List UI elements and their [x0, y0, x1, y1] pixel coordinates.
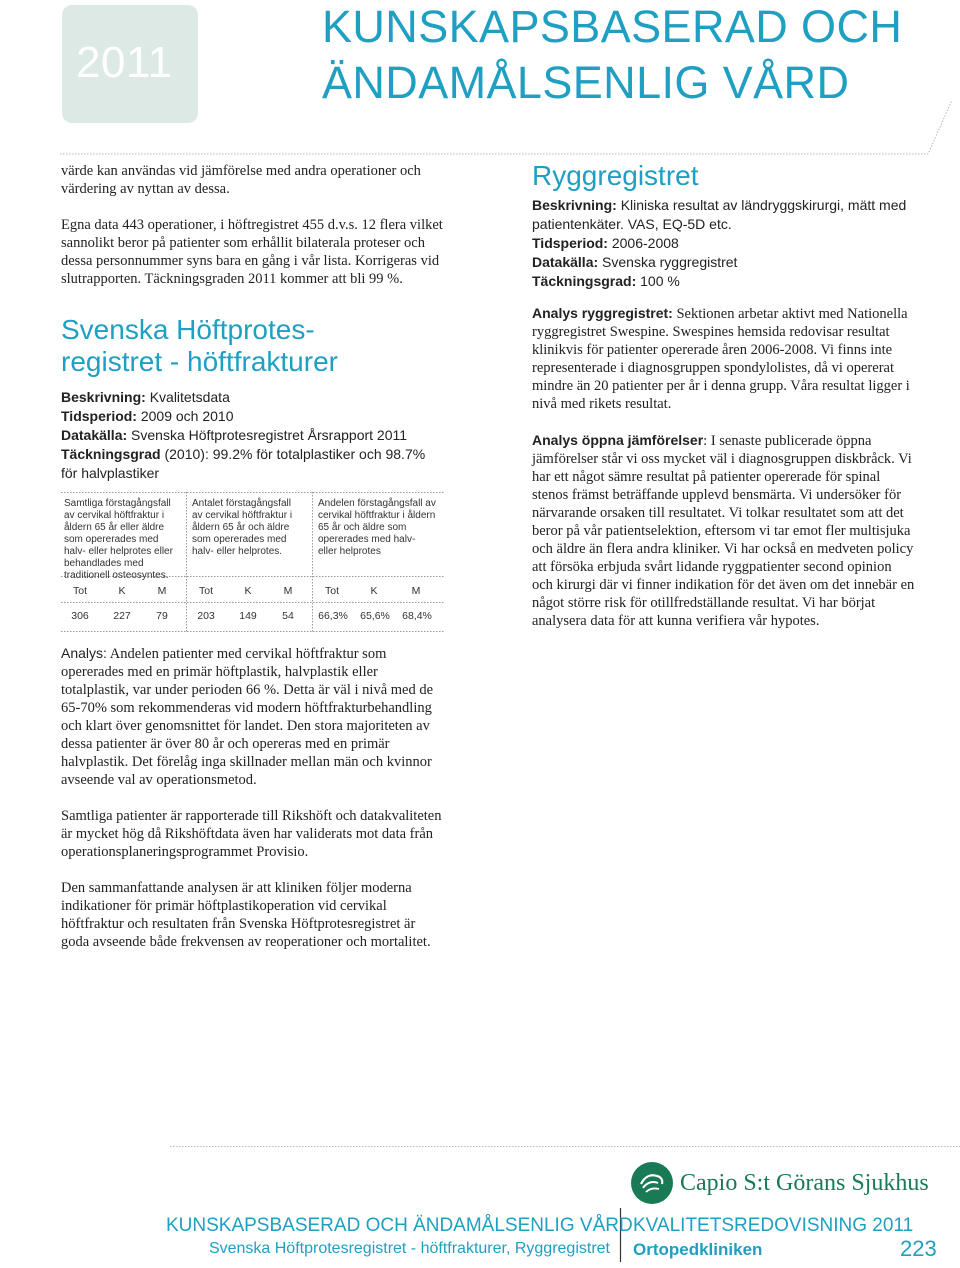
hip-analysis-paragraph-3: Den sammanfattande analysen är att kliniken följer moderna indikationer för primär höftplastikoperation vid cervikal höftfraktur och resultaten från Svenska Höftprotesregistret är goda avseende både frekvensen av reoperationer och mortalitet.: [61, 880, 431, 950]
rygg-tidsperiod-label: Tidsperiod:: [532, 235, 608, 251]
hip-table-value: 68,4%: [402, 610, 432, 622]
hip-table-value: 203: [197, 610, 215, 622]
hip-table-header: M: [157, 585, 167, 597]
hip-heading-line1: Svenska Höftprotes-: [61, 314, 315, 345]
rygg-analysis-text-1: Sektionen arbetar aktivt med Nationella ryggregistret Swespine. Swespines hemsida redovisar resultat klinikvis för patienter opererade åren 2006-2008. Vi finns inte representerade i diagnosgruppen spondylolistes, då vi opererat mindre än 20 patienter per år i denna grupp. Våra resultat ligger i nivå med rikets resultat.: [532, 306, 910, 412]
rygg-beskrivning-label: Beskrivning:: [532, 197, 617, 213]
footer-left-title: KUNSKAPSBASERAD OCH ÄNDAMÅLSENLIG VÅRD: [166, 1215, 633, 1236]
hip-table-value-row: [61, 610, 445, 626]
footer-left-subtitle: Svenska Höftprotesregistret - höftfrakturer, Ryggregistret: [208, 1240, 610, 1257]
hip-table-value: 79: [156, 610, 168, 622]
footer-clinic-name: Ortopedkliniken: [633, 1240, 763, 1259]
hip-table-desc-2: Antalet förstagångsfall av cervikal höftfraktur i åldern 65 år och äldre som opererades med halv- eller helprotes.: [192, 498, 293, 557]
hip-tackning-value: (2010): 99.2% för totalplastiker och 98.7%: [160, 446, 426, 462]
hip-meta: [61, 388, 451, 483]
header-divider: [0, 0, 960, 160]
hip-beskrivning-label: Beskrivning:: [61, 389, 146, 405]
rygg-analysis-text-2: : I senaste publicerade öppna jämförelser står vi oss mycket väl i diagnosgruppen diskbråck. Vi har ett något sämre resultat på patienter opererade för spinal stenos främst beträffande upplevd bensmärta. Vi undersöker för närvarande orsaken till resultatet. Vi tolkar resultatet som att det beror på vår patientselektion, eftersom vi tar emot fler multisjuka och äldre än flera andra kliniker. Vi har också en medveten policy att försöka erbjuda svårt lidande ryggpatienter second opinion och kirurgi där vi finner indikation för det även om det innebär en något större risk för otillfredställande resultat. Vi har börjat analysera data för att kunna verifiera vår hypotes.: [532, 433, 915, 629]
capio-logo-text: Capio S:t Görans Sjukhus: [680, 1170, 929, 1196]
hip-analysis-paragraph-1: [61, 644, 444, 789]
hip-table-header: K: [118, 585, 126, 597]
hip-section-heading: [61, 314, 461, 378]
hip-table-desc-3: Andelen förstagångsfall av cervikal höftfraktur i åldern 65 år och äldre som opererades med halv- eller helprotes: [318, 498, 436, 557]
hip-table-value: 66,3%: [318, 610, 348, 622]
hip-table-value: 149: [239, 610, 257, 622]
rygg-analysis: [532, 304, 915, 630]
intro-paragraph-2: Egna data 443 operationer, i höftregistret 455 d.v.s. 12 flera vilket sannolikt beror på patienter som erhållit bilaterala proteser och dessa personnummer syns bara en gång i vår lista. Korrigeras vid slutrapporten. Täckningsgraden 2011 kommer att bli 99 %.: [61, 217, 443, 287]
hip-table-header: K: [244, 585, 252, 597]
page-number: 223: [900, 1236, 937, 1261]
hip-tackning-label: Täckningsgrad: [61, 446, 161, 462]
hip-table-header: M: [283, 585, 293, 597]
hip-table-header: Tot: [324, 585, 339, 597]
hip-table-value: 227: [113, 610, 131, 622]
hip-datakalla-label: Datakälla:: [61, 427, 128, 443]
hip-table-header: M: [411, 585, 421, 597]
year-label: 2011: [76, 38, 173, 87]
capio-logo-icon: [631, 1162, 673, 1204]
rygg-datakalla-value: Svenska ryggregistret: [598, 254, 738, 270]
hip-tackning-value-2: för halvplastiker: [61, 465, 160, 481]
hip-tidsperiod-label: Tidsperiod:: [61, 408, 137, 424]
rygg-analysis-label-2: Analys öppna jämförelser: [532, 432, 704, 448]
hip-table-header: Tot: [72, 585, 87, 597]
footer-right-title: KVALITETSREDOVISNING 2011: [633, 1215, 914, 1236]
hip-analysis-text: Andelen patienter med cervikal höftfraktur som opererades med en primär höftplastik, halvplastik eller totalplastik, var under perioden 66 %. Detta är väl i nivå med de 65-70% som rekommenderas vid modern höftfrakturbehandling och klart över genomsnittet för landet. Den stora majoriteten av dessa patienter är över 80 år och opereras med en primär halvplastik. Det förelåg inga skillnader mellan män och kvinnor avseende val av operationsmetod.: [61, 646, 434, 788]
hip-table-header: K: [370, 585, 378, 597]
page-title-line1: KUNSKAPSBASERAD OCH: [322, 1, 903, 52]
rygg-tackning-label: Täckningsgrad:: [532, 273, 637, 289]
hip-heading-line2: registret - höftfrakturer: [61, 346, 338, 378]
hip-analysis-paragraph-2: Samtliga patienter är rapporterade till Rikshöft och datakvaliteten är mycket hög då Rikshöftdata även har validerats mot data från operationsplaneringsprogrammet Provisio.: [61, 808, 442, 860]
rygg-datakalla-label: Datakälla:: [532, 254, 599, 270]
hip-beskrivning-value: Kvalitetsdata: [145, 389, 230, 405]
hip-table-value: 65,6%: [360, 610, 390, 622]
hip-table-value: 54: [282, 610, 294, 622]
hip-analysis: [61, 644, 444, 951]
rygg-meta: [532, 196, 922, 291]
rygg-tidsperiod-value: 2006-2008: [607, 235, 679, 251]
rygg-beskrivning-value: Kliniska resultat av ländryggskirurgi, mätt med patientenkäter. VAS, EQ-5D etc.: [532, 197, 907, 232]
intro-text: [61, 162, 444, 288]
intro-paragraph-1: värde kan användas vid jämförelse med andra operationer och värdering av nyttan av dessa.: [61, 163, 421, 197]
page-title-line2: ÄNDAMÅLSENLIG VÅRD: [322, 57, 850, 108]
rygg-tackning-value: 100 %: [636, 273, 680, 289]
rygg-analysis-paragraph-1: [532, 304, 915, 413]
hip-table-desc-1: Samtliga förstagångsfall av cervikal höftfraktur i åldern 65 år eller äldre som opererades med halv- eller helprotes eller behandlades med traditionell osteosyntes.: [64, 498, 173, 581]
rygg-section-heading: Ryggregistret: [532, 160, 699, 191]
rygg-analysis-label-1: Analys ryggregistret:: [532, 305, 673, 321]
hip-tidsperiod-value: 2009 och 2010: [136, 408, 234, 424]
rygg-analysis-paragraph-2: [532, 431, 915, 630]
hip-table-header: Tot: [198, 585, 213, 597]
hip-table-header-row: [61, 585, 445, 601]
hip-analysis-label: Analys:: [61, 645, 107, 661]
hip-table-value: 306: [71, 610, 89, 622]
hip-datakalla-value: Svenska Höftprotesregistret Årsrapport 2011: [127, 427, 408, 443]
